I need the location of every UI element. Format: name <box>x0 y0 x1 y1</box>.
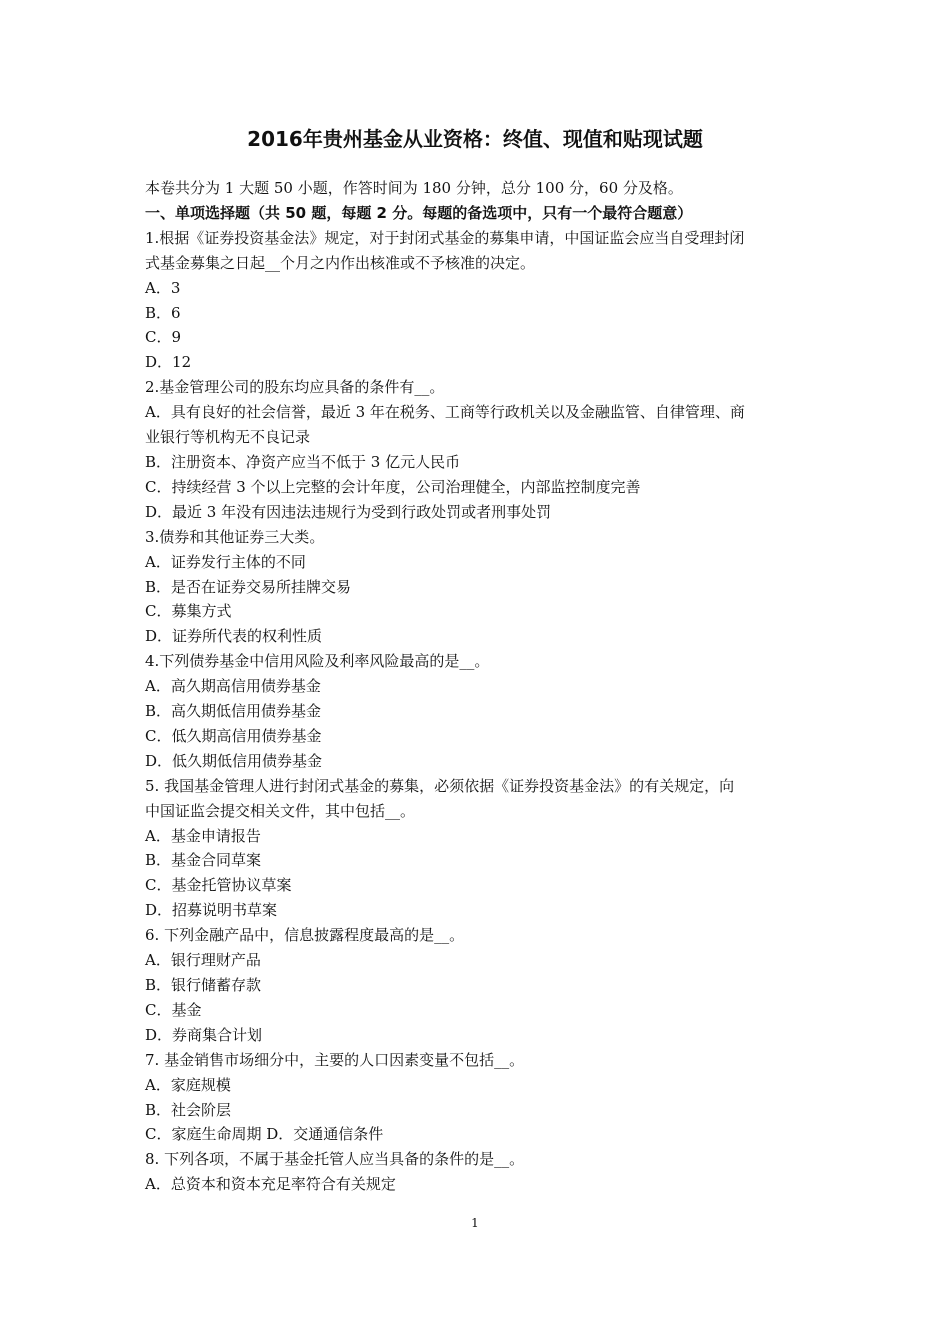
question-line: 6. 下列金融产品中，信息披露程度最高的是__。 <box>145 926 465 945</box>
question-line: 中国证监会提交相关文件，其中包括__。 <box>145 801 416 820</box>
question-line: 3.债券和其他证券三大类。 <box>145 527 325 546</box>
option-line: B．社会阶层 <box>145 1100 232 1119</box>
question-line: 8. 下列各项，不属于基金托管人应当具备的条件的是__。 <box>145 1150 525 1169</box>
question-line: 4.下列债券基金中信用风险及利率风险最高的是__。 <box>145 652 490 671</box>
option-line: B．高久期低信用债券基金 <box>145 702 322 721</box>
option-line: B．银行储蓄存款 <box>145 976 262 994</box>
section-heading: 一、单项选择题（共 50 题，每题 2 分。每题的备选项中，只有一个最符合题意） <box>145 203 693 222</box>
option-line: C．募集方式 <box>145 602 232 621</box>
option-line: C．基金 <box>145 1000 202 1019</box>
option-line: A．证券发行主体的不同 <box>145 552 306 571</box>
question-line: 式基金募集之日起__个月之内作出核准或不予核准的决定。 <box>145 253 536 272</box>
option-line: C．9 <box>145 328 182 347</box>
option-line: D．低久期低信用债券基金 <box>145 751 323 770</box>
question-line: 7. 基金销售市场细分中，主要的人口因素变量不包括__。 <box>145 1050 525 1069</box>
option-line: C．家庭生命周期 D．交通通信条件 <box>145 1125 384 1144</box>
option-line: A．基金申请报告 <box>145 826 261 845</box>
option-line: B．6 <box>145 303 181 322</box>
option-line: A．总资本和资本充足率符合有关规定 <box>145 1175 396 1194</box>
option-line: D．招募说明书草案 <box>145 901 278 920</box>
page-number: 1 <box>471 1216 479 1230</box>
option-line: 业银行等机构无不良记录 <box>145 428 311 447</box>
option-line: B．基金合同草案 <box>145 851 262 870</box>
option-line: A．银行理财产品 <box>145 951 261 970</box>
option-line: D．12 <box>145 353 192 372</box>
option-line: C．低久期高信用债券基金 <box>145 726 322 745</box>
question-line: 1.根据《证券投资基金法》规定，对于封闭式基金的募集申请，中国证监会应当自受理封闭 <box>145 228 745 247</box>
option-line: A．具有良好的社会信誉，最近 3 年在税务、工商等行政机关以及金融监管、自律管理、商 <box>145 403 745 422</box>
option-line: C．持续经营 3 个以上完整的会计年度，公司治理健全，内部监控制度完善 <box>145 477 641 496</box>
option-line: B．注册资本、净资产应当不低于 3 亿元人民币 <box>145 452 461 471</box>
question-line: 2.基金管理公司的股东均应具备的条件有__。 <box>145 378 445 397</box>
option-line: D．证券所代表的权利性质 <box>145 627 323 646</box>
document-title: 2016年贵州基金从业资格：终值、现值和贴现试题 <box>247 127 703 151</box>
question-line: 5. 我国基金管理人进行封闭式基金的募集，必须依据《证券投资基金法》的有关规定，向 <box>145 776 735 795</box>
option-line: D．最近 3 年没有因违法违规行为受到行政处罚或者刑事处罚 <box>145 502 552 521</box>
option-line: A．家庭规模 <box>145 1075 231 1094</box>
document-body <box>145 176 815 1197</box>
option-line: A．高久期高信用债券基金 <box>145 677 321 696</box>
option-line: C．基金托管协议草案 <box>145 876 292 895</box>
intro-text: 本卷共分为 1 大题 50 小题，作答时间为 180 分钟，总分 100 分，60 分及格。 <box>145 179 683 197</box>
option-line: A．3 <box>145 278 181 297</box>
option-line: D．券商集合计划 <box>145 1025 263 1044</box>
option-line: B．是否在证券交易所挂牌交易 <box>145 577 352 596</box>
